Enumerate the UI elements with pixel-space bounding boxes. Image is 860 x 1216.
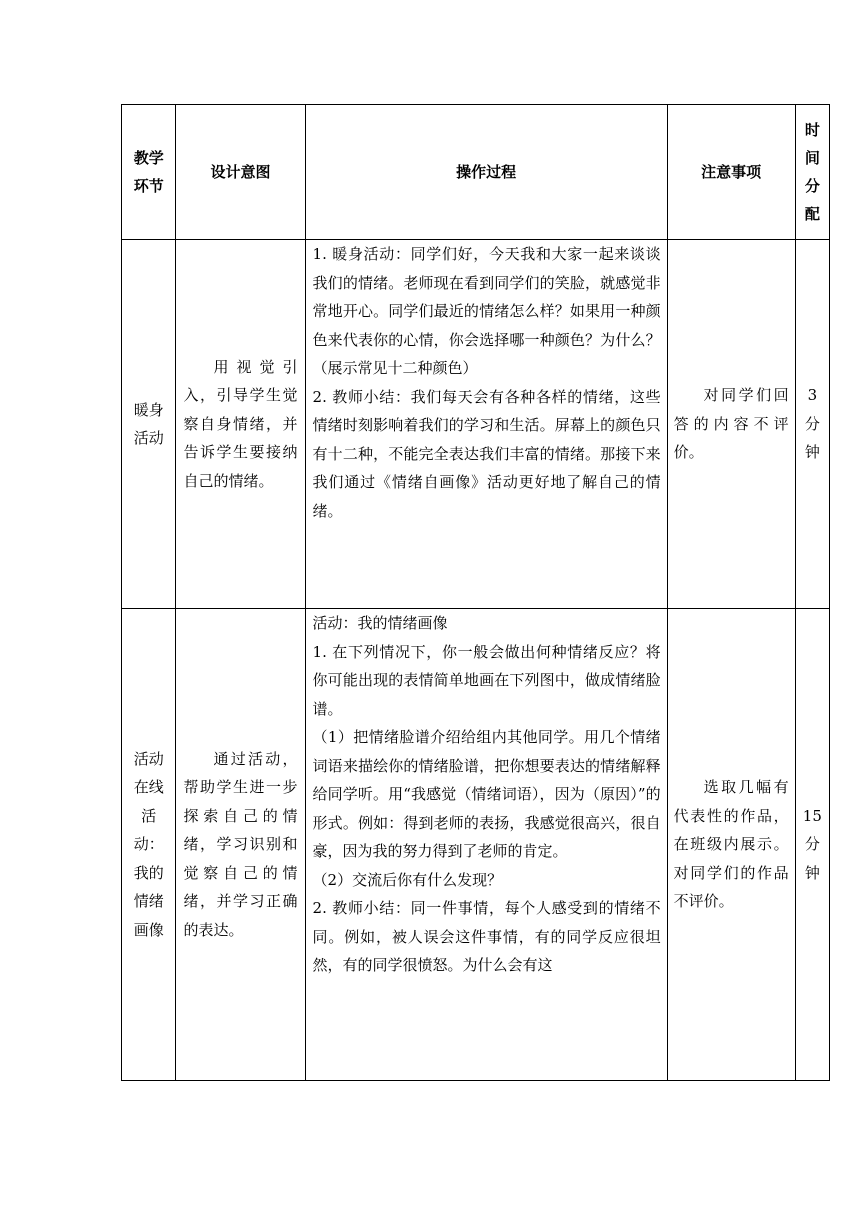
header-row xyxy=(122,105,830,240)
table-row xyxy=(122,609,830,1081)
header-process: 操作过程 xyxy=(305,105,667,240)
header-intent: 设计意图 xyxy=(176,105,305,240)
process-paragraph: 1. 暖身活动：同学们好，今天我和大家一起来谈谈我们的情绪。老师现在看到同学们的笑脸，就感觉非常地开心。同学们最近的情绪怎么样？如果用一种颜色来代表你的心情，你会选择哪一种颜色？为什么？（展示常见十二种颜色） xyxy=(312,245,661,377)
header-stage: 教学环节 xyxy=(122,105,176,240)
header-notes: 注意事项 xyxy=(667,105,795,240)
lesson-plan-table xyxy=(121,104,830,1081)
process-cell xyxy=(305,609,667,1081)
header-time: 时间分配 xyxy=(795,105,829,240)
table-row xyxy=(122,240,830,609)
process-paragraph: （1）把情绪脸谱介绍给组内其他同学。用几个情绪词语来描绘你的情绪脸谱，把你想要表达的情绪解释给同学听。用“我感觉（情绪词语），因为（原因）”的形式。例如：得到老师的表扬，我感觉很高兴，很自豪，因为我的努力得到了老师的肯定。 xyxy=(312,728,661,860)
process-paragraph: 2. 教师小结：同一件事情，每个人感受到的情绪不同。例如，被人误会这件事情，有的同学反应很坦然，有的同学很愤怒。为什么会有这 xyxy=(312,899,661,974)
intent-cell: 通过活动，帮助学生进一步探索自己的情绪，学习识别和觉察自己的情绪，并学习正确的表达。 xyxy=(176,609,305,1081)
process-paragraph: 1. 在下列情况下，你一般会做出何种情绪反应？将你可能出现的表情简单地画在下列图中，做成情绪脸谱。 xyxy=(312,642,661,718)
process-cell xyxy=(305,240,667,609)
process-paragraph: 活动：我的情绪画像 xyxy=(312,614,448,632)
time-cell: 15 分 钟 xyxy=(795,609,829,1081)
process-paragraph: 2. 教师小结：我们每天会有各种各样的情绪，这些情绪时刻影响着我们的学习和生活。屏幕上的颜色只有十二种，不能完全表达我们丰富的情绪。那接下来我们通过《情绪自画像》活动更好地了解自己的情绪。 xyxy=(312,387,661,520)
intent-cell: 用视觉引入，引导学生觉察自身情绪，并告诉学生要接纳自己的情绪。 xyxy=(176,240,305,609)
stage-cell: 活动 在线 活 动： 我的 情绪 画像 xyxy=(122,609,176,1081)
time-cell: 3 分 钟 xyxy=(795,240,829,609)
stage-cell: 暖身 活动 xyxy=(122,240,176,609)
process-paragraph: （2）交流后你有什么发现？ xyxy=(312,870,503,889)
notes-cell: 对同学们回答的内容不评价。 xyxy=(667,240,795,609)
notes-cell: 选取几幅有代表性的作品，在班级内展示。对同学们的作品不评价。 xyxy=(667,609,795,1081)
